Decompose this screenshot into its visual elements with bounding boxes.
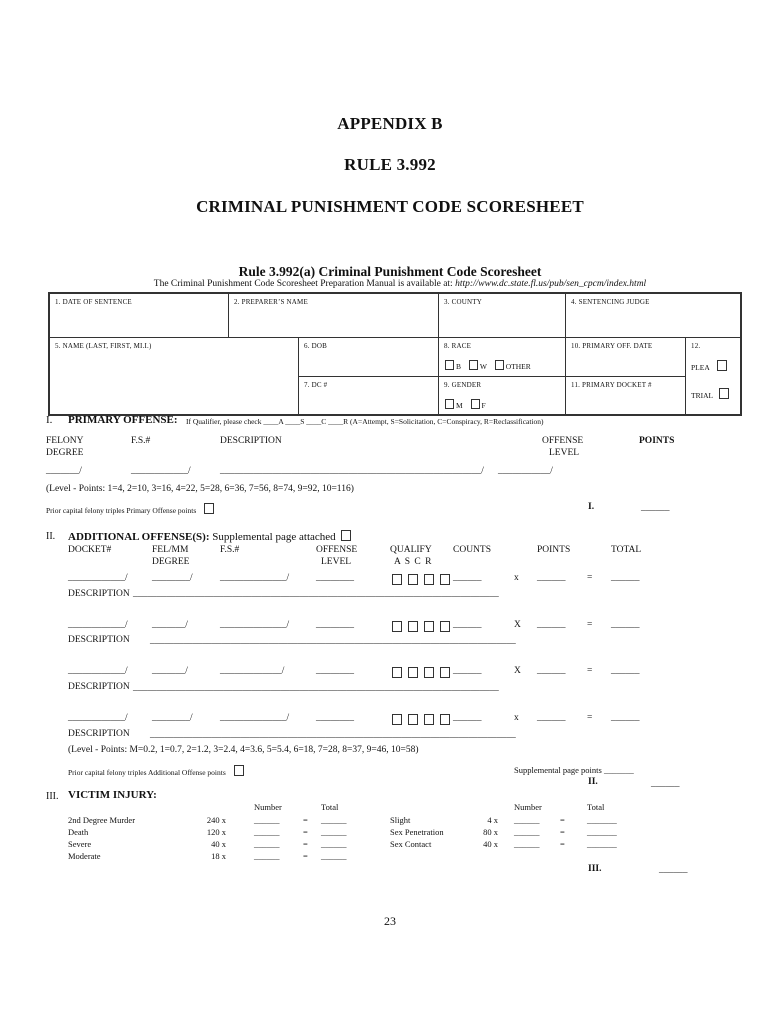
docket-input[interactable]: ____________/ bbox=[68, 573, 128, 583]
form-title: Rule 3.992(a) Criminal Punishment Code Scoresheet bbox=[238, 264, 542, 279]
injury-label: Severe bbox=[68, 839, 92, 849]
supplemental-points-label: Supplemental page points bbox=[514, 765, 602, 775]
section-2-total-label: II. bbox=[588, 777, 598, 787]
injury-number-input[interactable]: ______ bbox=[254, 815, 280, 825]
equals-sign: = bbox=[303, 827, 308, 837]
injury-total-input[interactable]: ______ bbox=[321, 839, 347, 849]
race-b-label: B bbox=[456, 362, 462, 371]
qualify-r-checkbox[interactable] bbox=[440, 667, 450, 678]
injury-multiplier: 18 x bbox=[211, 851, 226, 861]
qualify-checkboxes bbox=[392, 618, 452, 636]
injury-total-input[interactable]: _______ bbox=[587, 839, 617, 849]
additional-level-points: (Level - Points: M=0.2, 1=0.7, 2=1.2, 3=2.4, 4=3.6, 5=5.4, 6=18, 7=28, 8=37, 9=46, 10=58) bbox=[68, 745, 419, 755]
injury-number-input[interactable]: ______ bbox=[514, 839, 540, 849]
trial-checkbox[interactable] bbox=[719, 388, 729, 399]
col-points-2: POINTS bbox=[537, 545, 571, 555]
col-total-right: Total bbox=[587, 802, 605, 812]
primary-offense-date-label: 10. PRIMARY OFF. DATE bbox=[571, 342, 653, 350]
gender-f-label: F bbox=[481, 401, 486, 410]
trial-label: TRIAL bbox=[691, 391, 713, 400]
felmm-input[interactable]: ________/ bbox=[152, 573, 193, 583]
name-field[interactable] bbox=[49, 337, 299, 415]
col-fs-2: F.S.# bbox=[220, 545, 240, 555]
col-ascr: A S C R bbox=[394, 557, 432, 567]
equals-sign: = bbox=[587, 713, 593, 723]
level-input[interactable]: ________ bbox=[316, 573, 354, 583]
manual-url-link[interactable]: http://www.dc.state.fl.us/pub/sen_cpcm/index.html bbox=[455, 279, 647, 289]
section-3-total-input[interactable]: ______ bbox=[659, 865, 688, 875]
manual-note bbox=[0, 279, 770, 289]
race-other-checkbox[interactable] bbox=[495, 360, 504, 370]
injury-number-input[interactable]: ______ bbox=[254, 827, 280, 837]
additional-prior-capital-checkbox[interactable] bbox=[234, 765, 244, 776]
qualify-c-checkbox[interactable] bbox=[424, 574, 434, 585]
description-label: DESCRIPTION bbox=[68, 635, 130, 645]
dob-label: 6. DOB bbox=[304, 342, 327, 350]
injury-label: Moderate bbox=[68, 851, 101, 861]
qualify-s-checkbox[interactable] bbox=[408, 714, 418, 725]
points-input[interactable]: ______ bbox=[537, 666, 566, 676]
field-12-label: 12. bbox=[691, 342, 701, 350]
qualify-checkboxes bbox=[392, 571, 452, 589]
col-docket: DOCKET# bbox=[68, 545, 112, 555]
description-input[interactable]: _____________________________________________________________________________ bbox=[150, 730, 516, 740]
qualify-a-checkbox[interactable] bbox=[392, 621, 402, 632]
total-input[interactable]: ______ bbox=[611, 666, 640, 676]
injury-number-input[interactable]: ______ bbox=[514, 827, 540, 837]
race-w-label: W bbox=[479, 362, 487, 371]
race-field bbox=[438, 337, 566, 377]
primary-docket-field[interactable] bbox=[565, 376, 686, 415]
qualify-c-checkbox[interactable] bbox=[424, 667, 434, 678]
injury-multiplier: 40 x bbox=[483, 839, 498, 849]
section-3-number: III. bbox=[46, 791, 59, 802]
sentencing-judge-field[interactable] bbox=[565, 293, 741, 338]
section-2-total-input[interactable]: ______ bbox=[651, 779, 680, 789]
injury-total-input[interactable]: ______ bbox=[321, 851, 347, 861]
col-fs: F.S.# bbox=[131, 436, 151, 446]
injury-label: Slight bbox=[390, 815, 411, 825]
qualify-r-checkbox[interactable] bbox=[440, 574, 450, 585]
injury-total-input[interactable]: ______ bbox=[321, 827, 347, 837]
injury-total-input[interactable]: ______ bbox=[321, 815, 347, 825]
additional-prior-capital-text: Prior capital felony triples Additional Offense points bbox=[68, 768, 226, 777]
felmm-input[interactable]: _______/ bbox=[152, 666, 188, 676]
docket-input[interactable]: ____________/ bbox=[68, 666, 128, 676]
injury-total-input[interactable]: _______ bbox=[587, 827, 617, 837]
race-other-label: OTHER bbox=[505, 362, 531, 371]
section-3-title: VICTIM INJURY: bbox=[68, 789, 157, 801]
col-description: DESCRIPTION bbox=[220, 436, 282, 446]
section-2-heading bbox=[68, 530, 353, 543]
injury-multiplier: 40 x bbox=[211, 839, 226, 849]
injury-multiplier: 240 x bbox=[206, 815, 226, 825]
dc-number-label: 7. DC # bbox=[304, 381, 328, 389]
qualify-c-checkbox[interactable] bbox=[424, 714, 434, 725]
felmm-input[interactable]: _______/ bbox=[152, 620, 188, 630]
rule-heading: RULE 3.992 bbox=[344, 155, 436, 174]
injury-label: Death bbox=[68, 827, 89, 837]
description-label: DESCRIPTION bbox=[68, 682, 130, 692]
counts-input[interactable]: ______ bbox=[453, 573, 482, 583]
plea-trial-field bbox=[685, 337, 741, 415]
col-total: TOTAL bbox=[611, 545, 642, 555]
col-felmm-degree: DEGREE bbox=[152, 557, 190, 567]
additional-prior-capital bbox=[68, 765, 246, 777]
gender-f-checkbox[interactable] bbox=[471, 399, 480, 409]
sentencing-judge-label: 4. SENTENCING JUDGE bbox=[571, 298, 650, 306]
equals-sign: = bbox=[560, 827, 565, 837]
col-level: LEVEL bbox=[549, 448, 580, 458]
injury-number-input[interactable]: ______ bbox=[254, 851, 280, 861]
col-total-left: Total bbox=[321, 802, 339, 812]
county-field[interactable] bbox=[438, 293, 566, 338]
plea-checkbox[interactable] bbox=[717, 360, 727, 371]
page-title: CRIMINAL PUNISHMENT CODE SCORESHEET bbox=[196, 197, 584, 216]
primary-offense-date-field[interactable] bbox=[565, 337, 686, 377]
primary-fs-input[interactable]: ____________/ bbox=[131, 466, 191, 476]
primary-description-input[interactable]: _______________________________________________________/ bbox=[220, 466, 484, 476]
injury-multiplier: 80 x bbox=[483, 827, 498, 837]
level-input[interactable]: ________ bbox=[316, 666, 354, 676]
supplemental-attached-label: Supplemental page attached bbox=[212, 531, 336, 543]
times-sign: x bbox=[514, 713, 519, 723]
points-input[interactable]: ______ bbox=[537, 573, 566, 583]
date-of-sentence-label: 1. DATE OF SENTENCE bbox=[55, 298, 132, 306]
injury-number-input[interactable]: ______ bbox=[254, 839, 280, 849]
level-input[interactable]: ________ bbox=[316, 713, 354, 723]
dob-field[interactable] bbox=[298, 337, 439, 377]
preparer-name-label: 2. PREPARER’S NAME bbox=[234, 298, 308, 306]
primary-level-input[interactable]: ___________/ bbox=[498, 466, 553, 476]
col-counts: COUNTS bbox=[453, 545, 492, 555]
equals-sign: = bbox=[303, 815, 308, 825]
dc-number-field[interactable] bbox=[298, 376, 439, 415]
info-grid bbox=[48, 292, 742, 416]
total-input[interactable]: ______ bbox=[611, 573, 640, 583]
qualify-s-checkbox[interactable] bbox=[408, 574, 418, 585]
injury-label: 2nd Degree Murder bbox=[68, 815, 136, 825]
col-number-left: Number bbox=[254, 802, 282, 812]
description-input[interactable]: _____________________________________________________________________________ bbox=[133, 683, 499, 693]
col-offense: OFFENSE bbox=[542, 436, 584, 446]
supplemental-points bbox=[514, 765, 634, 775]
section-1-total-label: I. bbox=[588, 502, 595, 512]
section-3-total-label: III. bbox=[588, 864, 602, 874]
equals-sign: = bbox=[560, 815, 565, 825]
times-sign: X bbox=[514, 666, 521, 676]
qualify-s-checkbox[interactable] bbox=[408, 667, 418, 678]
gender-label: 9. GENDER bbox=[444, 381, 482, 389]
section-2-title: ADDITIONAL OFFENSE(S): bbox=[68, 531, 210, 543]
qualify-r-checkbox[interactable] bbox=[440, 714, 450, 725]
equals-sign: = bbox=[560, 839, 565, 849]
points-input[interactable]: ______ bbox=[537, 620, 566, 630]
fs-input[interactable]: ______________/ bbox=[220, 713, 290, 723]
date-of-sentence-field[interactable] bbox=[49, 293, 229, 338]
level-input[interactable]: ________ bbox=[316, 620, 354, 630]
description-label: DESCRIPTION bbox=[68, 729, 130, 739]
fs-input[interactable]: ______________/ bbox=[220, 620, 290, 630]
qualify-r-checkbox[interactable] bbox=[440, 621, 450, 632]
county-label: 3. COUNTY bbox=[444, 298, 482, 306]
injury-multiplier: 120 x bbox=[206, 827, 226, 837]
col-felmm: FEL/MM bbox=[152, 545, 189, 555]
description-input[interactable]: _____________________________________________________________________________ bbox=[150, 636, 516, 646]
injury-label: Sex Penetration bbox=[390, 827, 444, 837]
qualify-a-checkbox[interactable] bbox=[392, 574, 402, 585]
col-offense-2: OFFENSE bbox=[316, 545, 358, 555]
total-input[interactable]: ______ bbox=[611, 620, 640, 630]
equals-sign: = bbox=[587, 620, 593, 630]
primary-prior-capital bbox=[46, 503, 216, 515]
primary-docket-label: 11. PRIMARY DOCKET # bbox=[571, 381, 652, 389]
preparer-name-field[interactable] bbox=[228, 293, 439, 338]
docket-input[interactable]: ____________/ bbox=[68, 713, 128, 723]
qualify-a-checkbox[interactable] bbox=[392, 667, 402, 678]
section-1-number: I. bbox=[46, 414, 53, 426]
qualify-a-checkbox[interactable] bbox=[392, 714, 402, 725]
points-input[interactable]: ______ bbox=[537, 713, 566, 723]
race-label: 8. RACE bbox=[444, 342, 472, 350]
injury-multiplier: 4 x bbox=[487, 815, 498, 825]
counts-input[interactable]: ______ bbox=[453, 620, 482, 630]
plea-label: PLEA bbox=[691, 363, 710, 372]
equals-sign: = bbox=[587, 666, 593, 676]
appendix-heading: APPENDIX B bbox=[337, 114, 443, 133]
col-felony: FELONY bbox=[46, 436, 84, 446]
qualify-checkboxes bbox=[392, 711, 452, 729]
qualify-s-checkbox[interactable] bbox=[408, 621, 418, 632]
felmm-input[interactable]: ________/ bbox=[152, 713, 193, 723]
total-input[interactable]: ______ bbox=[611, 713, 640, 723]
race-w-checkbox[interactable] bbox=[469, 360, 478, 370]
manual-note-text: The Criminal Punishment Code Scoresheet Preparation Manual is available at: bbox=[153, 279, 453, 289]
section-1-total-input[interactable]: ______ bbox=[641, 503, 670, 513]
equals-sign: = bbox=[303, 851, 308, 861]
section-1-title: PRIMARY OFFENSE: bbox=[68, 414, 178, 426]
counts-input[interactable]: ______ bbox=[453, 713, 482, 723]
page-number: 23 bbox=[384, 914, 396, 928]
name-label: 5. NAME (LAST, FIRST, MI.I.) bbox=[55, 342, 152, 350]
col-qualify: QUALIFY bbox=[390, 545, 432, 555]
section-1-qualifier: If Qualifier, please check ____A ____S ____C ____R (A=Attempt, S=Solicitation, C=Conspiracy, R=Reclassification) bbox=[186, 417, 544, 426]
description-input[interactable]: _____________________________________________________________________________ bbox=[133, 589, 499, 599]
section-2-number: II. bbox=[46, 531, 56, 542]
gender-field bbox=[438, 376, 566, 415]
qualify-checkboxes bbox=[392, 664, 452, 682]
primary-level-points: (Level - Points: 1=4, 2=10, 3=16, 4=22, 5=28, 6=36, 7=56, 8=74, 9=92, 10=116) bbox=[46, 484, 354, 494]
injury-label: Sex Contact bbox=[390, 839, 432, 849]
gender-m-label: M bbox=[456, 401, 463, 410]
qualify-c-checkbox[interactable] bbox=[424, 621, 434, 632]
supplemental-points-input[interactable]: _______ bbox=[603, 765, 634, 775]
fs-input[interactable]: ______________/ bbox=[220, 573, 290, 583]
col-points: POINTS bbox=[639, 436, 675, 446]
col-number-right: Number bbox=[514, 802, 542, 812]
fs-input[interactable]: _____________/ bbox=[220, 666, 285, 676]
docket-input[interactable]: ____________/ bbox=[68, 620, 128, 630]
equals-sign: = bbox=[587, 573, 593, 583]
primary-prior-capital-text: Prior capital felony triples Primary Offense points bbox=[46, 506, 197, 515]
col-degree: DEGREE bbox=[46, 448, 84, 458]
race-b-checkbox[interactable] bbox=[445, 360, 454, 370]
gender-m-checkbox[interactable] bbox=[445, 399, 454, 409]
injury-number-input[interactable]: ______ bbox=[514, 815, 540, 825]
primary-felony-input[interactable]: _______/ bbox=[46, 466, 82, 476]
times-sign: X bbox=[514, 620, 521, 630]
equals-sign: = bbox=[303, 839, 308, 849]
primary-prior-capital-checkbox[interactable] bbox=[204, 503, 214, 514]
injury-total-input[interactable]: _______ bbox=[587, 815, 617, 825]
counts-input[interactable]: ______ bbox=[453, 666, 482, 676]
supplemental-attached-checkbox[interactable] bbox=[341, 530, 351, 541]
description-label: DESCRIPTION bbox=[68, 589, 130, 599]
times-sign: x bbox=[514, 573, 519, 583]
col-level-2: LEVEL bbox=[321, 557, 352, 567]
